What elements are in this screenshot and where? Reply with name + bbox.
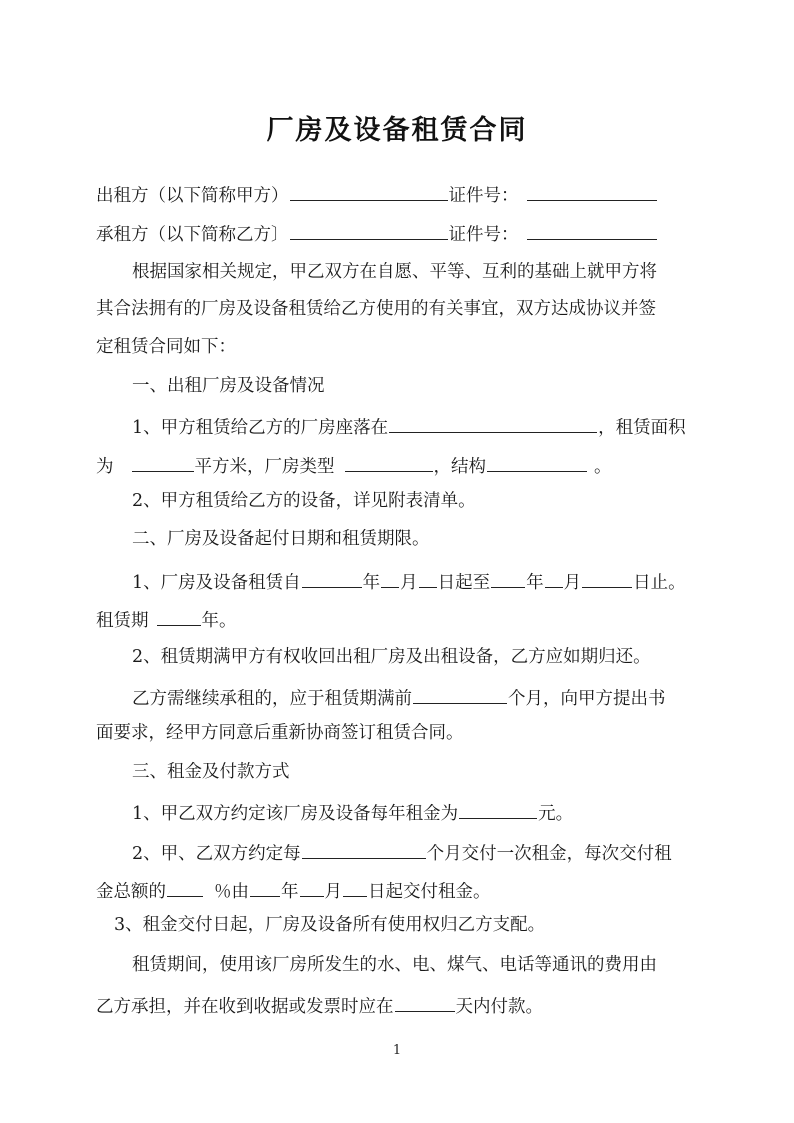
plant-location-field[interactable] xyxy=(389,412,597,433)
text: 1、厂房及设备租赁自 xyxy=(132,573,301,593)
text: ％由 xyxy=(214,882,249,902)
text: 年 xyxy=(281,882,299,902)
text: 个月交付一次租金，每次交付租 xyxy=(426,844,672,864)
term-years-field[interactable] xyxy=(157,605,201,626)
section2-item2: 2、租赁期满甲方有权收回出租厂房及出租设备，乙方应如期归还。 xyxy=(132,647,651,667)
section2-item1-line1 xyxy=(132,567,686,595)
text: 元。 xyxy=(538,804,574,824)
lessee-line xyxy=(96,219,658,247)
text: 乙方承担，并在收到收据或发票时应在 xyxy=(96,997,394,1017)
text: 金总额的 xyxy=(96,882,166,902)
text: 个月，向甲方提出书 xyxy=(508,689,666,709)
end-month-field[interactable] xyxy=(545,567,563,588)
renew-notice-months-field[interactable] xyxy=(413,683,507,704)
text: 年。 xyxy=(201,611,237,631)
lessee-label: 承租方（以下简称乙方〕 xyxy=(96,225,289,245)
text: 月 xyxy=(324,882,342,902)
section1-item1-line1 xyxy=(132,412,686,440)
section1-heading: 一、出租厂房及设备情况 xyxy=(132,376,325,396)
text: 2、甲、乙双方约定每 xyxy=(132,844,301,864)
lessor-label: 出租方（以下简称甲方） xyxy=(96,186,289,206)
section3-heading: 三、租金及付款方式 xyxy=(132,762,290,782)
end-year-field[interactable] xyxy=(491,567,525,588)
section1-item1-line2 xyxy=(96,451,612,479)
text: ，结构 xyxy=(433,457,486,477)
section2-renew-line2: 面要求，经甲方同意后重新协商签订租赁合同。 xyxy=(96,723,464,743)
text: 年 xyxy=(362,573,381,593)
intro-line-1: 根据国家相关规定，甲乙双方在自愿、平等、互利的基础上就甲方将 xyxy=(132,262,657,282)
section3-item1 xyxy=(132,798,573,826)
section1-item2: 2、甲方租赁给乙方的设备，详见附表清单。 xyxy=(132,491,476,511)
start-year-field[interactable] xyxy=(302,567,362,588)
pay-start-month-field[interactable] xyxy=(300,876,324,897)
section3-item2-line2 xyxy=(96,876,491,904)
payment-interval-field[interactable] xyxy=(302,838,426,859)
start-month-field[interactable] xyxy=(381,567,399,588)
text: 月 xyxy=(563,573,582,593)
section3-item2-line1 xyxy=(132,838,672,866)
text: 平方米，厂房类型 xyxy=(194,457,335,477)
lessor-line xyxy=(96,180,658,208)
text: 日止。 xyxy=(633,573,686,593)
text: 为 xyxy=(96,457,114,477)
section3-utilities-line2 xyxy=(96,991,543,1019)
end-day-field[interactable] xyxy=(582,567,632,588)
text: ，租赁面积 xyxy=(598,418,686,438)
payment-days-field[interactable] xyxy=(395,991,455,1012)
section2-term-line xyxy=(96,605,237,633)
lessee-id-field[interactable] xyxy=(527,219,657,240)
area-field[interactable] xyxy=(132,451,194,472)
percentage-field[interactable] xyxy=(167,876,203,897)
lessor-id-field[interactable] xyxy=(527,180,657,201)
intro-line-3: 定租赁合同如下： xyxy=(96,337,236,357)
start-day-field[interactable] xyxy=(419,567,437,588)
plant-type-field[interactable] xyxy=(345,451,433,472)
section3-utilities-line1: 租赁期间，使用该厂房所发生的水、电、煤气、电话等通讯的费用由 xyxy=(132,955,657,975)
text: 1、甲乙双方约定该厂房及设备每年租金为 xyxy=(132,804,459,824)
page-number: 1 xyxy=(392,1043,402,1058)
text: 租赁期 xyxy=(96,611,149,631)
lessee-name-field[interactable] xyxy=(290,219,448,240)
text: 日起至 xyxy=(437,573,491,593)
text: 乙方需继续承租的，应于租赁期满前 xyxy=(132,689,412,709)
pay-start-day-field[interactable] xyxy=(343,876,367,897)
lessee-id-label: 证件号： xyxy=(448,225,519,245)
document-title: 厂房及设备租赁合同 xyxy=(266,115,528,146)
section2-heading: 二、厂房及设备起付日期和租赁期限。 xyxy=(132,529,430,549)
text: 1、甲方租赁给乙方的厂房座落在 xyxy=(132,418,389,438)
intro-line-2: 其合法拥有的厂房及设备租赁给乙方使用的有关事宜，双方达成协议并签 xyxy=(96,299,656,319)
annual-rent-field[interactable] xyxy=(459,798,537,819)
section3-item3: 3、租金交付日起，厂房及设备所有使用权归乙方支配。 xyxy=(114,915,546,935)
pay-start-year-field[interactable] xyxy=(250,876,280,897)
section2-renew-line1 xyxy=(132,683,666,711)
text: 。 xyxy=(594,457,612,477)
text: 日起交付租金。 xyxy=(368,882,491,902)
lessor-id-label: 证件号： xyxy=(448,186,519,206)
structure-field[interactable] xyxy=(487,451,587,472)
text: 天内付款。 xyxy=(455,997,543,1017)
text: 年 xyxy=(526,573,544,593)
lessor-name-field[interactable] xyxy=(290,180,448,201)
text: 月 xyxy=(400,573,418,593)
